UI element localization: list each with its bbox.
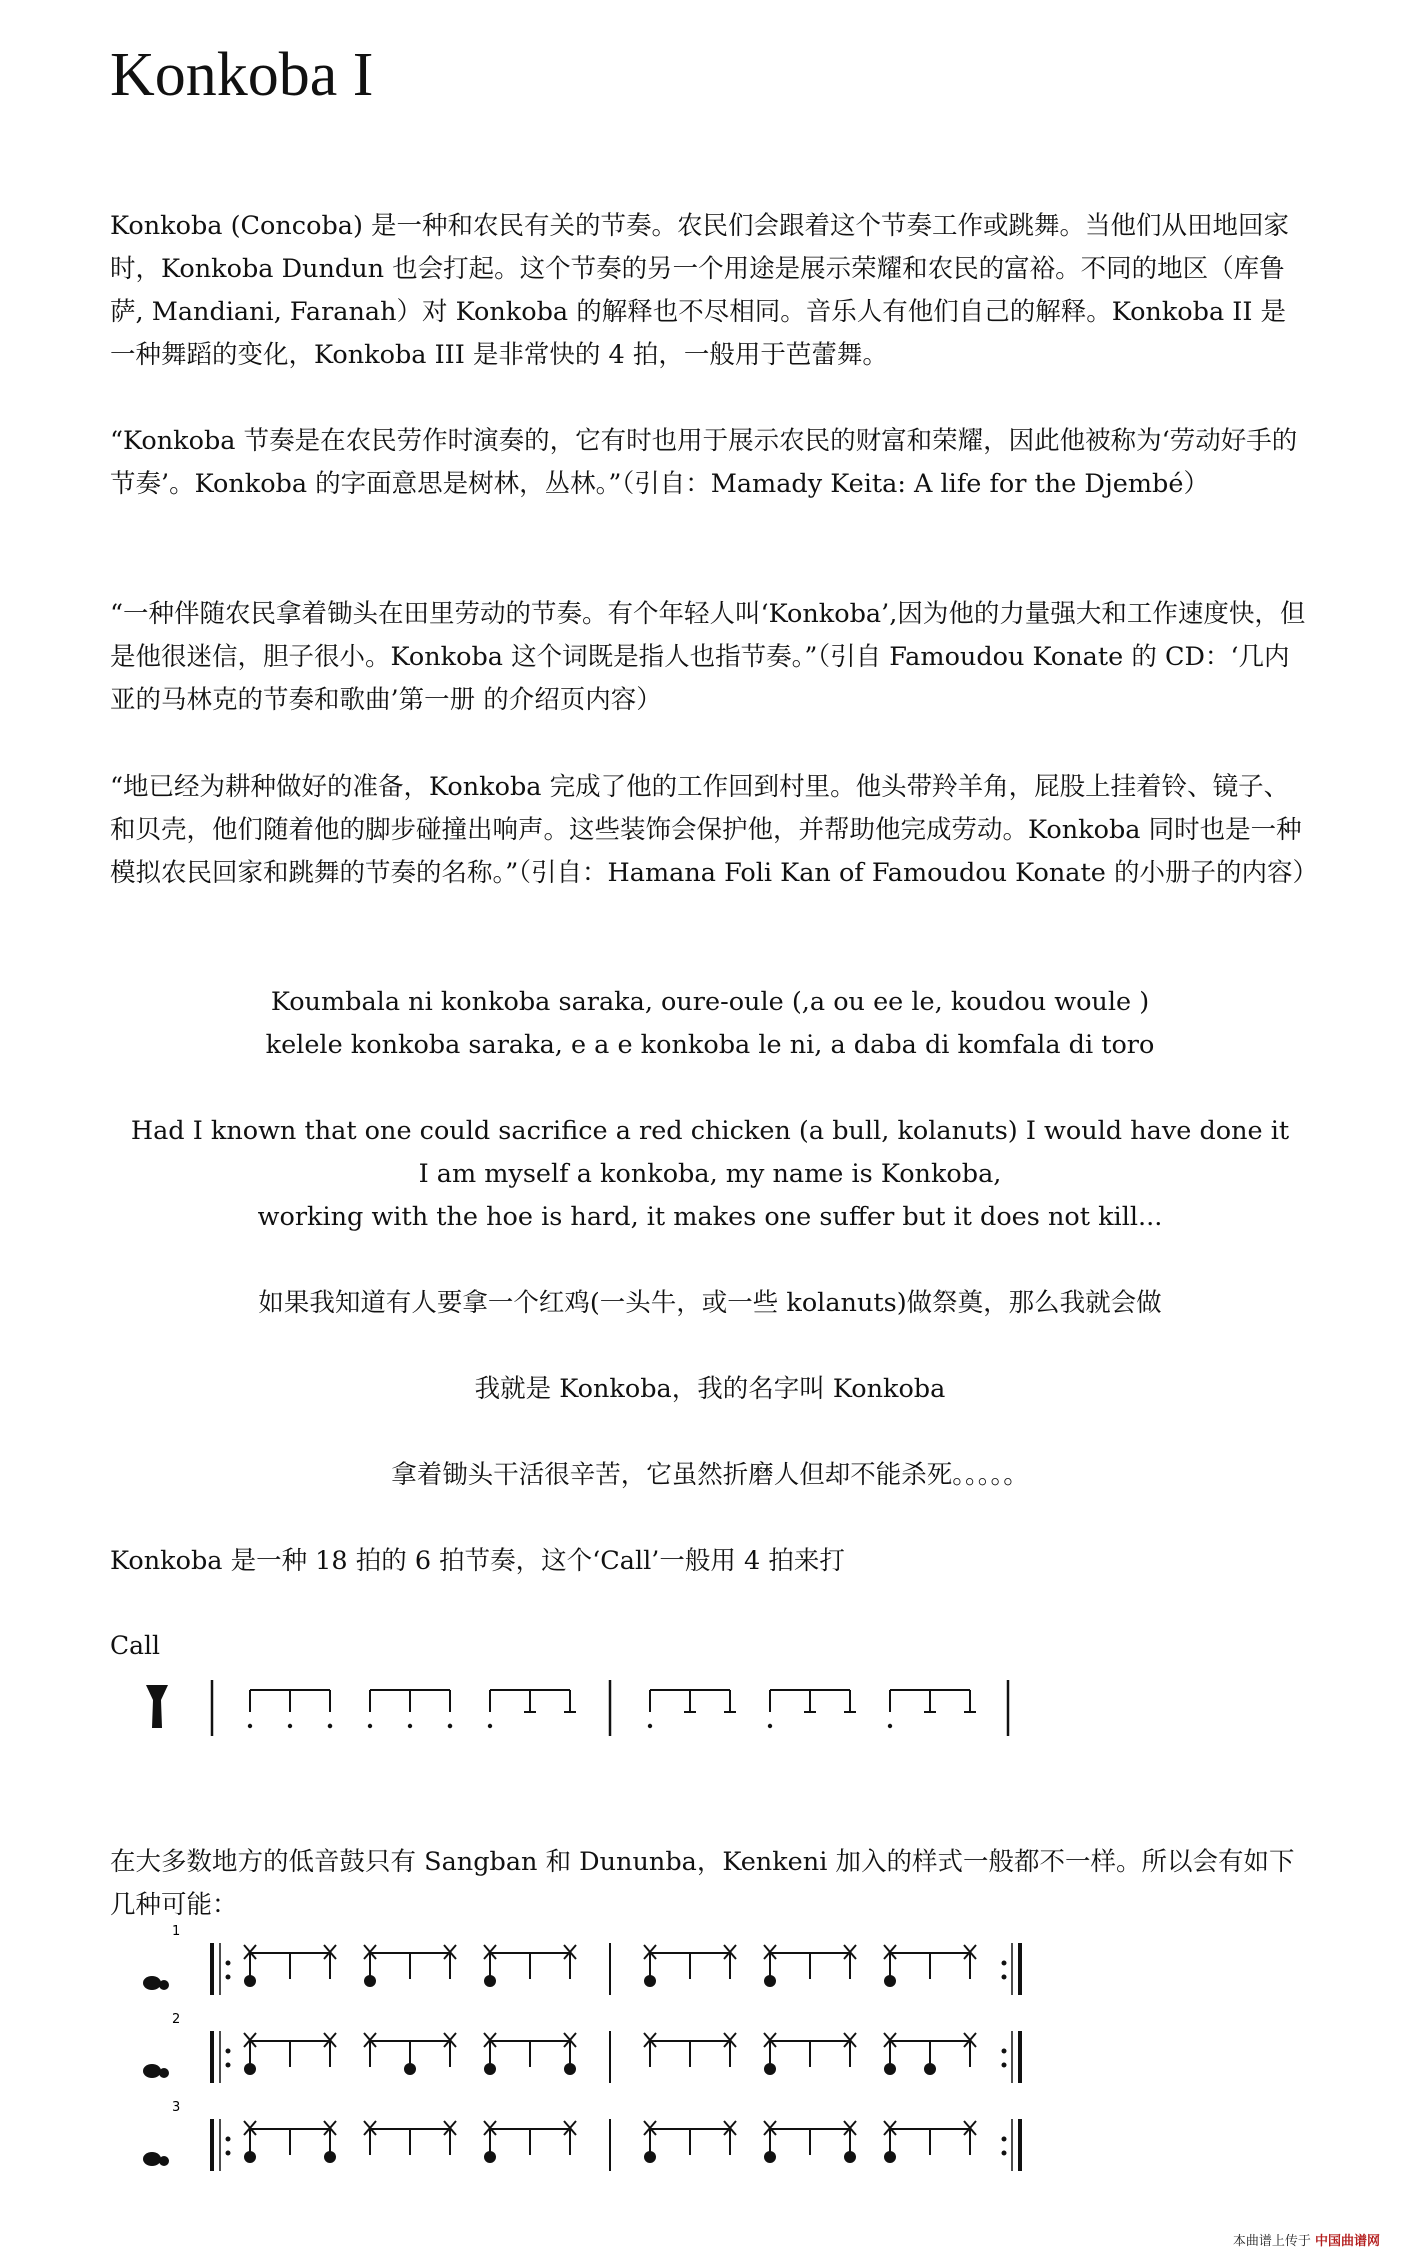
svg-text:3: 3 (172, 2100, 181, 2115)
song-chinese-line-3: 拿着锄头干活很辛苦，它虽然折磨人但却不能杀死。。。。。 (391, 1460, 1029, 1490)
song-english-line-2: I am myself a konkoba, my name is Konkoba, (418, 1159, 1002, 1189)
rhythm-description: Konkoba 是一种 18 拍的 6 拍节奏，这个‘Call’一般用 4 拍来打 (110, 1546, 845, 1576)
variation-1-number (172, 1924, 180, 1939)
svg-text:2: 2 (172, 2012, 181, 2027)
song-chinese-line-1: 如果我知道有人要拿一个红鸡(一头牛，或一些 kolanuts)做祭奠，那么我就会做 (258, 1288, 1162, 1318)
song-malinke-line-1: Koumbala ni konkoba saraka, oure-oule (,a ou ee le, koudou woule ) (270, 987, 1150, 1017)
djembe-icon (146, 1685, 168, 1728)
footer-brand: 中国曲谱网 (1314, 2234, 1380, 2249)
quote-hamana-foli-kan: “地已经为耕种做好的准备，Konkoba 完成了他的工作回到村里。他头带羚羊角，屁股上挂着铃、镜子、和贝壳，他们随着他的脚步碰撞出响声。这些装饰会保护他，并帮助他完成劳动。Konkoba 同时也是一种模拟农民回家和跳舞的节奏的名称。”（引自：Hamana Foli Kan of Famoudou Konate 的小册子的内容） (110, 772, 1318, 888)
song-malinke-line-2: kelele konkoba saraka, e a e konkoba le ni, a daba di komfala di toro (265, 1030, 1155, 1060)
variation-2-number (172, 2012, 180, 2027)
bass-staffs (143, 1943, 1020, 2171)
bass-description: 在大多数地方的低音鼓只有 Sangban 和 Dununba，Kenkeni 加入的样式一般都不一样。所以会有如下几种可能： (110, 1847, 1295, 1920)
page-title: Konkoba I (110, 41, 374, 109)
call-staff (212, 1680, 1008, 1736)
intro-paragraph: Konkoba (Concoba) 是一种和农民有关的节奏。农民们会跟着这个节奏工作或跳舞。当他们从田地回家时，Konkoba Dundun 也会打起。这个节奏的另一个用途是展示荣耀和农民的富裕。不同的地区（库鲁萨, Mandiani, Faranah）对 Konkoba 的解释也不尽相同。音乐人有他们自己的解释。Konkoba II 是一种舞蹈的变化，Konkoba III 是非常快的 4 拍，一般用于芭蕾舞。 (110, 211, 1290, 370)
quote-mamady-keita: “Konkoba 节奏是在农民劳作时演奏的，它有时也用于展示农民的财富和荣耀，因此他被称为‘劳动好手的节奏’。Konkoba 的字面意思是树林，丛林。”（引自：Mamady Keita: A life for the Djembé） (110, 426, 1298, 499)
svg-text:1: 1 (172, 1924, 181, 1939)
call-label: Call (110, 1631, 161, 1660)
quote-famoudou-cd: “一种伴随农民拿着锄头在田里劳动的节奏。有个年轻人叫‘Konkoba’,因为他的力量强大和工作速度快，但是他很迷信，胆子很小。Konkoba 这个词既是指人也指节奏。”（引自 Famoudou Konate 的 CD：‘几内亚的马林克的节奏和歌曲’第一册 的介绍页内容） (110, 599, 1306, 715)
song-english-line-1: Had I known that one could sacrifice a red chicken (a bull, kolanuts) I would have done it (130, 1116, 1290, 1146)
watermark-footer (1233, 2230, 1380, 2249)
song-english-line-3: working with the hoe is hard, it makes one suffer but it does not kill... (257, 1202, 1163, 1232)
footer-upload-text: 本曲谱上传于 (1232, 2234, 1311, 2249)
variation-3-number (172, 2100, 180, 2115)
song-chinese-line-2: 我就是 Konkoba，我的名字叫 Konkoba (474, 1374, 946, 1404)
